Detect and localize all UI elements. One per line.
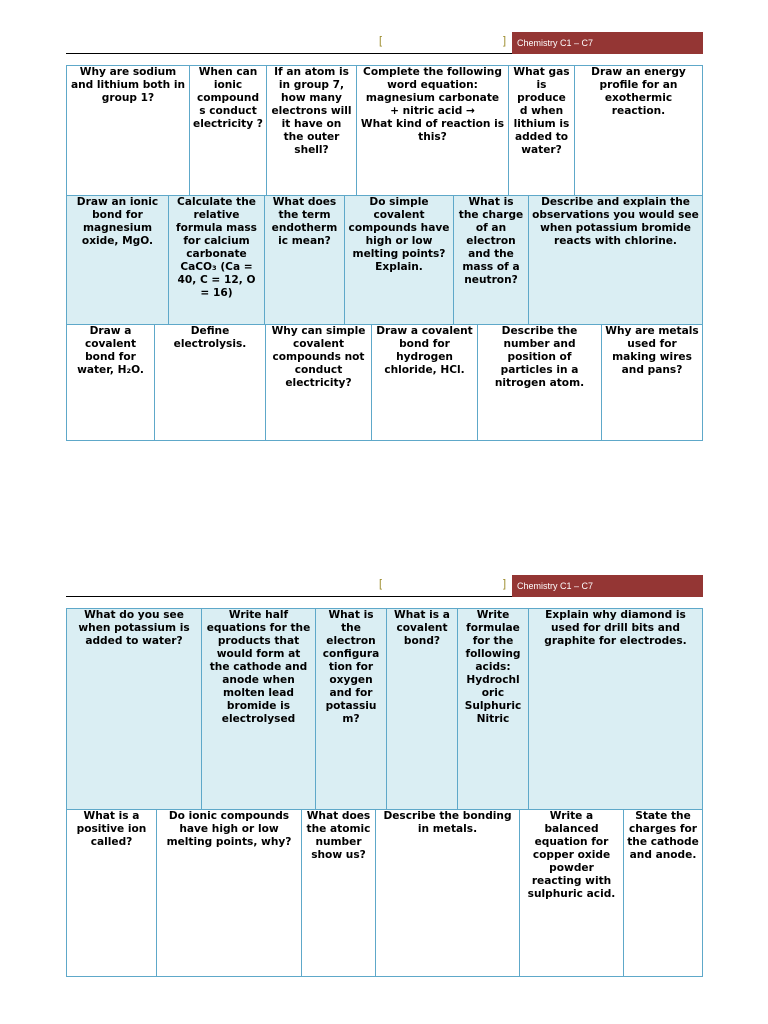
question-cell: Describe and explain the observations you would see when potassium bromide reacts with chlorine. [529,196,702,325]
question-cell: Draw an ionic bond for magnesium oxide, MgO. [67,196,169,325]
revision-grid-1 [66,65,703,441]
question-cell: Why are sodium and lithium both in group 1? [67,66,190,196]
question-cell: Describe the number and position of particles in a nitrogen atom. [478,325,602,440]
question-cell: Draw a covalent bond for hydrogen chloride, HCl. [372,325,478,440]
question-cell: State the charges for the cathode and anode. [627,810,699,861]
header-bar [66,32,703,54]
question-cell: Complete the following word equation: magnesium carbonate + nitric acid → What kind of reaction is this? [357,66,509,196]
left-bracket: [ [379,35,383,47]
header-bar [66,575,703,597]
question-cell: Define electrolysis. [155,325,266,440]
question-cell: What is the charge of an electron and the mass of a neutron? [454,196,529,325]
left-bracket: [ [379,578,383,590]
subject-tag: Chemistry C1 – C7 [512,575,703,597]
question-cell: When can ionic compound s conduct electricity ? [190,66,267,196]
question-cell: Why can simple covalent compounds not conduct electricity? [266,325,372,440]
question-cell: Why are metals used for making wires and pans? [605,325,699,376]
header-rule [66,596,512,597]
question-cell: What is a positive ion called? [67,810,157,976]
grid-row [67,196,702,325]
question-cell: Write half equations for the products that would form at the cathode and anode when molten lead bromide is electrolysed [202,609,316,810]
question-cell: If an atom is in group 7, how many electrons will it have on the outer shell? [267,66,357,196]
question-cell: What does the atomic number show us? [302,810,376,976]
question-cell: What do you see when potassium is added to water? [67,609,202,810]
header-rule [66,53,512,54]
question-cell: What gas is produce d when lithium is added to water? [509,66,575,196]
question-cell: What is the electron configura tion for oxygen and for potassiu m? [316,609,387,810]
question-cell: Draw an energy profile for an exothermic reaction. [575,66,702,196]
question-cell: Write formulae for the following acids: Hydrochl oric Sulphuric Nitric [458,609,529,810]
grid-row [67,810,702,976]
grid-row [67,325,702,440]
question-cell: Write a balanced equation for copper oxide powder reacting with sulphuric acid. [520,810,624,976]
question-cell: Draw a covalent bond for water, H₂O. [67,325,155,440]
question-cell: What does the term endotherm ic mean? [265,196,345,325]
revision-grid-2 [66,608,703,977]
right-bracket: ] [503,35,507,47]
subject-tag: Chemistry C1 – C7 [512,32,703,54]
grid-row [67,609,702,810]
right-bracket: ] [503,578,507,590]
question-cell: Describe the bonding in metals. [376,810,520,976]
question-cell: Do ionic compounds have high or low melting points, why? [157,810,302,976]
grid-row [67,66,702,196]
question-cell: Calculate the relative formula mass for calcium carbonate CaCO₃ (Ca = 40, C = 12, O = 16) [169,196,265,325]
question-cell: Explain why diamond is used for drill bits and graphite for electrodes. [529,609,702,810]
question-cell: What is a covalent bond? [387,609,458,810]
question-cell: Do simple covalent compounds have high or low melting points? Explain. [345,196,454,325]
